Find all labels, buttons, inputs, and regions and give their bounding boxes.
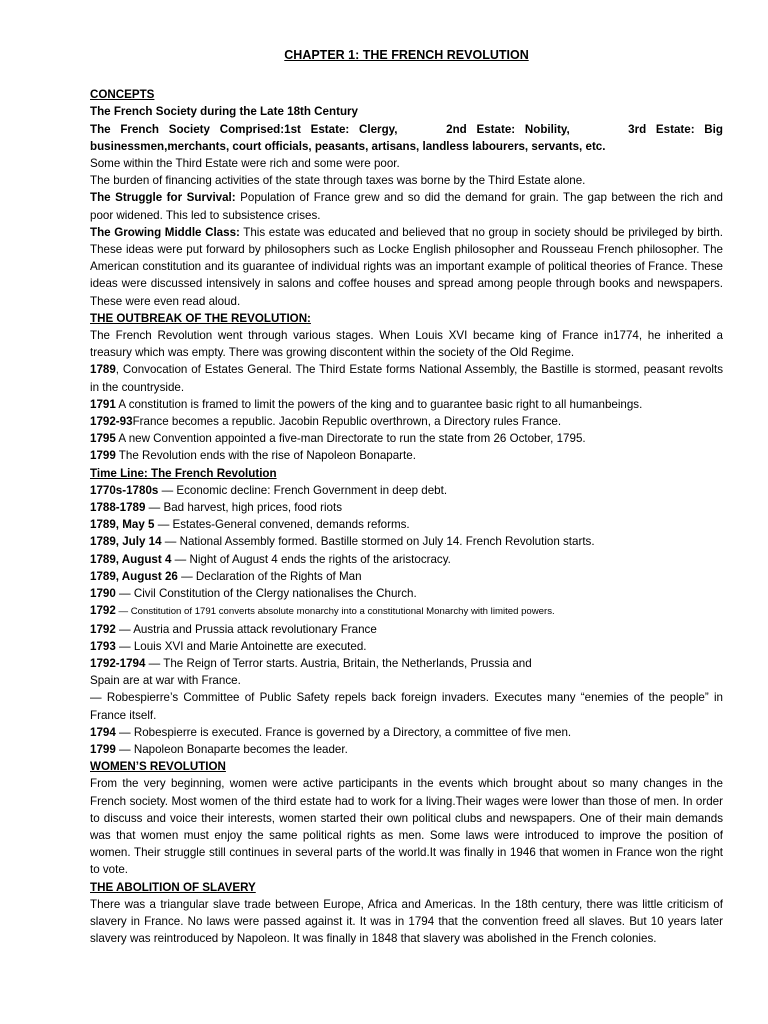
- timeline-text: — Napoleon Bonaparte becomes the leader.: [115, 742, 348, 756]
- timeline-date: 1792-1794: [90, 656, 146, 670]
- timeline-item: [90, 585, 723, 602]
- outbreak-year: 1789: [90, 363, 116, 377]
- timeline-item: [90, 655, 723, 672]
- outbreak-year: 1795: [90, 432, 116, 446]
- timeline-text: — Declaration of the Rights of Man: [177, 569, 362, 583]
- outbreak-text: The Revolution ends with the rise of Napoleon Bonaparte.: [115, 449, 416, 463]
- timeline-text: — The Reign of Terror starts. Austria, Britain, the Netherlands, Prussia and: [145, 656, 532, 670]
- outbreak-text: A new Convention appointed a five-man Directorate to run the state from 26 October, 1795.: [115, 432, 586, 446]
- timeline-date: 1799: [90, 742, 116, 756]
- slavery-paragraph: There was a triangular slave trade between Europe, Africa and Americas. In the 18th century, there was little criticism of slavery in France. No laws were passed against it. It was in 1794 that the convention freed all slaves. But 10 years later slavery was reintroduced by Napoleon. It was finally in 1848 that slavery was abolished in the French colonies.: [90, 897, 723, 946]
- outbreak-text: A constitution is framed to limit the powers of the king and to guarantee basic right to all humanbeings.: [115, 397, 643, 411]
- timeline-text: — Bad harvest, high prices, food riots: [145, 501, 342, 515]
- outbreak-item: [90, 430, 723, 447]
- timeline-item: [90, 638, 723, 655]
- outbreak-year: 1792-93: [90, 415, 133, 429]
- outbreak-heading: THE OUTBREAK OF THE REVOLUTION:: [90, 311, 311, 325]
- struggle-label: The Struggle for Survival:: [90, 191, 236, 205]
- page-title: CHAPTER 1: THE FRENCH REVOLUTION: [284, 48, 529, 62]
- timeline-date: 1792: [90, 604, 116, 618]
- timeline-date: 1789, August 26: [90, 569, 178, 583]
- slavery-heading: THE ABOLITION OF SLAVERY: [90, 880, 256, 894]
- timeline-date: 1794: [90, 725, 116, 739]
- timeline-text: — Night of August 4 ends the rights of the aristocracy.: [171, 552, 451, 566]
- timeline-date: 1789, May 5: [90, 518, 155, 532]
- outbreak-item: [90, 396, 723, 413]
- timeline-date: 1770s-1780s: [90, 483, 159, 497]
- timeline-text: — Austria and Prussia attack revolutionary France: [115, 622, 377, 636]
- outbreak-item: [90, 413, 723, 430]
- timeline-date: 1789, July 14: [90, 535, 162, 549]
- outbreak-text: , Convocation of Estates General. The Third Estate forms National Assembly, the Bastille is stormed, peasant revolts in the countryside.: [90, 363, 723, 394]
- timeline-war-line: Spain are at war with France.: [90, 674, 241, 688]
- middle-class-paragraph: [90, 224, 723, 310]
- timeline-robespierre-line: — Robespierre’s Committee of Public Safety repels back foreign invaders. Executes many “enemies of the people” in France itself.: [90, 691, 723, 722]
- timeline-item: [90, 482, 723, 499]
- timeline-text: — Civil Constitution of the Clergy nationalises the Church.: [115, 587, 417, 601]
- outbreak-year: 1791: [90, 397, 116, 411]
- struggle-paragraph: [90, 189, 723, 223]
- society-paragraph: The French Society Comprised:1st Estate: Clergy, 2nd Estate: Nobility, 3rd Estate: Big businessmen,merchants, court officials, peasants, artisans, landless labourers, servants, etc.: [90, 122, 727, 153]
- concepts-heading: CONCEPTS: [90, 88, 155, 102]
- timeline-date: 1793: [90, 639, 116, 653]
- timeline-item: [90, 533, 723, 550]
- timeline-heading: Time Line: The French Revolution: [90, 466, 277, 480]
- timeline-text: — Constitution of 1791 converts absolute monarchy into a constitutional Monarchy with limited powers.: [115, 606, 555, 618]
- timeline-item: [90, 602, 723, 620]
- outbreak-item: [90, 447, 723, 464]
- concepts-subheading: The French Society during the Late 18th Century: [90, 105, 358, 119]
- women-paragraph: From the very beginning, women were active participants in the events which brought about so many changes in the French society. Most women of the third estate had to work for a living.Their wages were lower than those of men. In order to discuss and voice their interests, women started their own political clubs and newspapers. One of their main demands was that women must enjoy the same political rights as men. Some laws were introduced to improve the position of women. Their struggle still continues in several parts of the world.It was finally in 1946 that women in France won the right to vote.: [90, 777, 723, 877]
- document-content: [90, 47, 727, 947]
- women-heading: WOMEN’S REVOLUTION: [90, 760, 226, 774]
- outbreak-item: [90, 361, 723, 395]
- timeline-item: [90, 568, 723, 585]
- middle-class-label: The Growing Middle Class:: [90, 225, 240, 239]
- timeline-item: [90, 741, 723, 758]
- timeline-text: — Economic decline: French Government in deep debt.: [158, 483, 448, 497]
- timeline-text: — National Assembly formed. Bastille stormed on July 14. French Revolution starts.: [161, 535, 595, 549]
- outbreak-text: France becomes a republic. Jacobin Republic overthrown, a Directory rules France.: [132, 415, 562, 429]
- rich-poor-line: Some within the Third Estate were rich and some were poor.: [90, 157, 400, 171]
- timeline-date: 1789, August 4: [90, 552, 172, 566]
- timeline-item: [90, 724, 723, 741]
- outbreak-year: 1799: [90, 449, 116, 463]
- timeline-text: — Louis XVI and Marie Antoinette are executed.: [115, 639, 367, 653]
- timeline-item: [90, 516, 723, 533]
- outbreak-intro: The French Revolution went through various stages. When Louis XVI became king of France in1774, he inherited a treasury which was empty. There was growing discontent within the society of the Old Regime.: [90, 329, 723, 360]
- timeline-text: — Robespierre is executed. France is governed by a Directory, a committee of five men.: [115, 725, 572, 739]
- timeline-text: — Estates-General convened, demands reforms.: [154, 518, 410, 532]
- timeline-item: [90, 621, 723, 638]
- timeline-date: 1790: [90, 587, 116, 601]
- timeline-date: 1788-1789: [90, 501, 146, 515]
- timeline-item: [90, 499, 723, 516]
- taxes-line: The burden of financing activities of the state through taxes was borne by the Third Estate alone.: [90, 174, 586, 188]
- struggle-text: Population of France grew and so did the demand for grain. The gap between the rich and poor widened. This led to subsistence crises.: [90, 191, 723, 222]
- timeline-date: 1792: [90, 622, 116, 636]
- middle-class-text: This estate was educated and believed that no group in society should be privileged by birth. These ideas were put forward by philosophers such as Locke English philosopher and Rousseau French philosopher. The American constitution and its guarantee of individual rights was an important example of political theories of France. These ideas were discussed intensively in salons and coffee houses and spread among people through books and newspapers. These were even read aloud.: [90, 225, 723, 308]
- timeline-item: [90, 551, 723, 568]
